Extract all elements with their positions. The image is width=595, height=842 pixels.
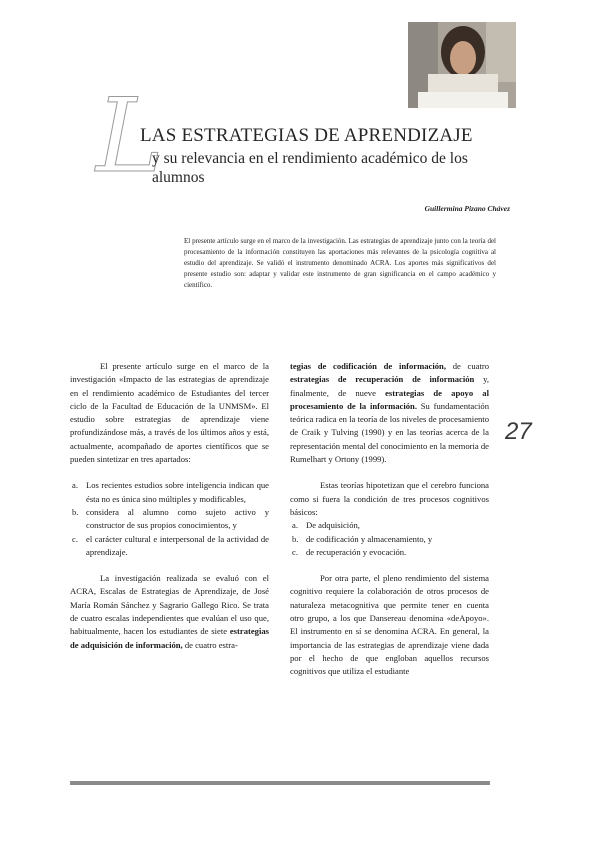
- article-subtitle: y su relevancia en el rendimiento académico de los alumnos: [152, 150, 468, 186]
- author-name: Guillermina Pizano Chávez: [424, 204, 510, 213]
- article-title: LAS ESTRATEGIAS DE APRENDIZAJE: [140, 125, 473, 146]
- paragraph: Estas teorías hipotetizan que el cerebro funciona como si fuera la condición de tres procesos cognitivos básicos:: [290, 480, 489, 517]
- list-item: c. de recuperación y evocación.: [292, 546, 407, 557]
- abstract: El presente artículo surge en el marco de la investigación. Las estrategias de aprendizaje junto con la teoría del procesamiento de la información constituyen las aportaciones más relevantes de la psicología cognitiva al estudio del aprendizaje. Se validó el instrumento denominado ACRA. Los aportes más significativos del presente estudio son: adaptar y validar este instrumento de gran significancia en el campo académico y científico.: [184, 237, 496, 289]
- list-item: b. considera al alumno como sujeto activo y constructor de sus propios conocimientos, y: [72, 506, 269, 531]
- left-column: [70, 360, 269, 652]
- decorative-drop-letter: L: [96, 77, 164, 196]
- paragraph: tegias de codificación de información, de cuatro estrategias de recuperación de información y, finalmente, de nueve estrategias de apoyo al procesamiento de la información. Su fundamentación teórica radica en la teoría de los niveles de procesamiento de Craik y Tulving (1990) y en las teorías acerca de la representación mental del conocimiento en la memoria de Rumelhart y Ortony (1999).: [290, 361, 489, 465]
- list-item: a. De adquisición,: [292, 520, 360, 531]
- student-photo-illustration: [408, 22, 516, 108]
- right-column: [290, 360, 489, 679]
- page-number: 27: [505, 418, 532, 445]
- list: [70, 479, 269, 559]
- paragraph: El presente artículo surge en el marco de la investigación «Impacto de las estrategias de aprendizaje en el rendimiento académico de Estudiantes del tercer ciclo de la Facultad de Educación de la UNMSM». El estudio sobre estrategias de aprendizaje viene profundizándose más, a través de los últimos años y está, actualmente, acompañado de aportes científicos que se pueden sintetizar en tres apartados:: [70, 361, 269, 465]
- paragraph: Por otra parte, el pleno rendimiento del sistema cognitivo requiere la colaboración de otros procesos de naturaleza metacognitiva que permite tener en cuenta otro grupo, a los que Dansereau denomina «deApoyo». El instrumento en sí se denomina ACRA. En general, la importancia de las estrategias de aprendizaje viene dada por el hecho de que engloban aquellos recursos cognitivos que utiliza el estudiante: [290, 573, 489, 677]
- list-item: a. Los recientes estudios sobre inteligencia indican que ésta no es única sino múltiples y modificables,: [72, 480, 269, 504]
- paragraph: La investigación realizada se evaluó con el ACRA, Escalas de Estrategias de Aprendizaje, de José María Román Sánchez y Sagrario Gallego Rico. Se trata de cuatro escalas independientes que evalúan el uso que, habitualmente, hacen los estudiantes de siete estrategias de adquisición de información, de cuatro estra-: [70, 573, 269, 650]
- list-item: c. el carácter cultural e interpersonal de la actividad de aprendizaje.: [72, 533, 269, 557]
- header-photo: [408, 22, 516, 108]
- list-item: b. de codificación y almacenamiento, y: [292, 533, 433, 544]
- list: [290, 519, 489, 559]
- footer-rule: [70, 781, 490, 785]
